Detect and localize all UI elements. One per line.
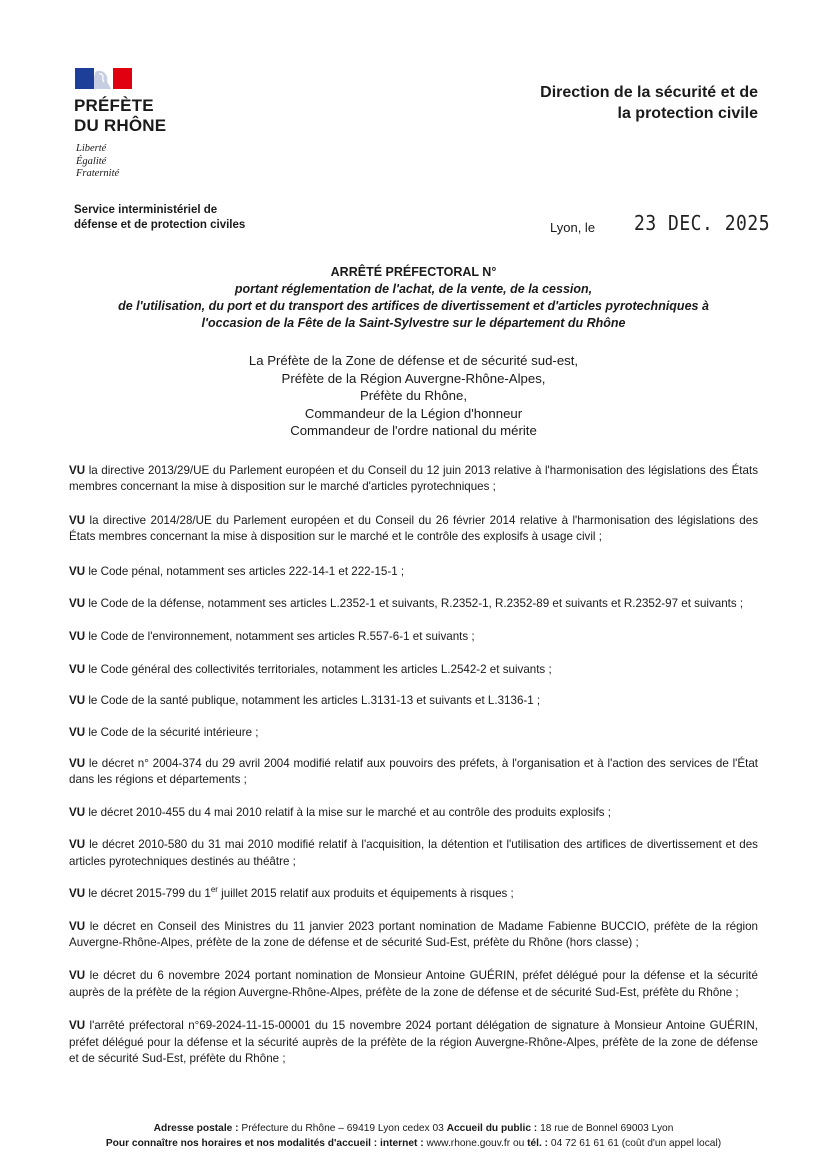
service-line-1: Service interministériel de	[74, 204, 218, 216]
vu-text: le Code de l'environnement, notamment ses articles R.557-6-1 et suivants ;	[88, 630, 475, 644]
footer-contact-line	[40, 1136, 787, 1151]
vu-clauses	[69, 463, 758, 1067]
issuing-service	[74, 203, 245, 233]
title-subject-line-1: portant réglementation de l'achat, de la vente, de la cession,	[234, 282, 593, 296]
vu-clause	[69, 629, 758, 645]
prefecture-line-2: DU RHÔNE	[74, 116, 167, 135]
direction-line-2: la protection civile	[617, 105, 758, 122]
authority-block	[50, 352, 777, 440]
public-reception-label: Accueil du public :	[446, 1123, 538, 1134]
vu-clause	[69, 968, 758, 1001]
service-line-2: défense et de protection civiles	[74, 219, 246, 231]
vu-clause	[69, 756, 758, 789]
motto-egalite: Égalité	[76, 155, 107, 167]
vu-text: le décret en Conseil des Ministres du 11 janvier 2023 portant nomination de Madame Fabienne BUCCIO, préfète de la région Auvergne-Rhône-Alpes, préfète de la zone de défense et de sécurité Sud-Est, préfète du Rhône (hors classe) ;	[69, 919, 758, 949]
vu-keyword: VU	[69, 513, 86, 527]
authority-line: Préfète du Rhône,	[359, 388, 468, 403]
public-reception-address: 18 rue de Bonnel 69003 Lyon	[540, 1123, 674, 1134]
vu-clause	[69, 1018, 758, 1067]
vu-text: le décret du 6 novembre 2024 portant nomination de Monsieur Antoine GUÉRIN, préfet délégué pour la défense et la sécurité auprès de la préfète de la région Auvergne-Rhône-Alpes, préfète de la zone de défense et de sécurité Sud-Est, préfète du Rhône ;	[69, 969, 758, 999]
vu-text: le décret 2010-455 du 4 mai 2010 relatif à la mise sur le marché et au contrôle des produits explosifs ;	[88, 805, 611, 819]
vu-text: le Code de la santé publique, notamment les articles L.3131-13 et suivants et L.3136-1 ;	[88, 694, 541, 708]
vu-keyword: VU	[69, 887, 86, 901]
vu-clause	[69, 725, 758, 741]
vu-text: le Code général des collectivités territoriales, notamment les articles L.2542-2 et suivants ;	[88, 662, 552, 676]
vu-text: la directive 2013/29/UE du Parlement européen et du Conseil du 12 juin 2013 relative à l'harmonisation des législations des États membres concernant la mise à disposition sur le marché d'articles pyrotechniques ;	[69, 464, 758, 494]
vu-text: le décret n° 2004-374 du 29 avril 2004 modifié relatif aux pouvoirs des préfets, à l'organisation et à l'action des services de l'État dans les régions et départements ;	[69, 757, 758, 787]
vu-keyword: VU	[69, 1019, 86, 1033]
motto-liberte: Liberté	[76, 143, 107, 154]
prefecture-name	[74, 96, 166, 136]
vu-text: le décret 2015-799 du 1	[88, 887, 211, 901]
vu-keyword: VU	[69, 757, 86, 771]
vu-clause	[69, 513, 758, 546]
postal-address: Préfecture du Rhône – 69419 Lyon cedex 03	[241, 1123, 444, 1134]
authority-line: Commandeur de la Légion d'honneur	[304, 405, 523, 421]
vu-clause	[69, 837, 758, 870]
footer-address-line	[40, 1121, 787, 1136]
vu-keyword: VU	[69, 597, 86, 611]
vu-text: la directive 2014/28/UE du Parlement européen et du Conseil du 26 février 2014 relative à l'harmonisation des législations des États membres concernant la mise à disposition sur le marché et le contrôle des explosifs à usage civil ;	[69, 513, 758, 544]
phone-label: tél. :	[527, 1138, 549, 1149]
vu-clause	[69, 919, 758, 952]
title-subject-line-2: de l'utilisation, du port et du transport des artifices de divertissement et d'articles pyrotechniques à	[118, 299, 709, 313]
page-footer	[40, 1121, 787, 1151]
vu-clause	[69, 463, 758, 496]
vu-keyword: VU	[69, 969, 86, 983]
vu-text: le Code pénal, notamment ses articles 222-14-1 et 222-15-1 ;	[88, 564, 405, 578]
vu-text: le décret 2010-580 du 31 mai 2010 modifié relatif à l'acquisition, la détention et l'utilisation des artifices de divertissement et des articles pyrotechniques destinés au théâtre ;	[69, 838, 758, 868]
vu-clause	[69, 693, 758, 709]
authority-line: La Préfète de la Zone de défense et de sécurité sud-est,	[248, 353, 579, 368]
vu-keyword: VU	[69, 694, 86, 708]
ordinal-superscript: er	[210, 885, 218, 895]
vu-keyword: VU	[69, 838, 86, 852]
vu-keyword: VU	[69, 564, 86, 578]
vu-text: le Code de la défense, notamment ses articles L.2352-1 et suivants, R.2352-1, R.2352-89 et suivants et R.2352-97 et suivants ;	[88, 597, 744, 611]
vu-clause	[69, 596, 758, 612]
vu-clause	[69, 662, 758, 678]
vu-keyword: VU	[69, 919, 86, 933]
title-subject-line-3: l'occasion de la Fête de la Saint-Sylvestre sur le département du Rhône	[201, 316, 626, 330]
authority-line: Commandeur de l'ordre national du mérite	[290, 423, 537, 438]
issuing-direction	[540, 82, 758, 124]
vu-text-continued: juillet 2015 relatif aux produits et équipements à risques ;	[217, 887, 514, 901]
vu-clause	[69, 886, 758, 902]
republic-motto	[76, 143, 119, 181]
date-stamp: 23 DEC. 2025	[634, 212, 771, 236]
vu-keyword: VU	[69, 805, 86, 819]
vu-text: le Code de la sécurité intérieure ;	[88, 725, 259, 739]
title-main: ARRÊTÉ PRÉFECTORAL N°	[330, 265, 497, 279]
vu-clause	[69, 805, 758, 821]
vu-keyword: VU	[69, 662, 86, 676]
prefecture-line-1: PRÉFÈTE	[74, 96, 154, 115]
authority-line: Préfète de la Région Auvergne-Rhône-Alpes,	[281, 370, 546, 386]
document-title	[50, 264, 777, 332]
marianne-flag-logo	[75, 68, 132, 89]
motto-fraternite: Fraternité	[76, 168, 120, 179]
or-word: ou	[512, 1138, 525, 1149]
website-link[interactable]: www.rhone.gouv.fr	[426, 1138, 511, 1149]
vu-keyword: VU	[69, 725, 86, 739]
phone-cost-note: (coût d'un appel local)	[621, 1138, 722, 1149]
phone-number: 04 72 61 61 61	[550, 1138, 619, 1149]
postal-address-label: Adresse postale :	[153, 1123, 239, 1134]
date-label: Lyon, le	[550, 220, 596, 235]
vu-text: l'arrêté préfectoral n°69-2024-11-15-00001 du 15 novembre 2024 portant délégation de signature à Monsieur Antoine GUÉRIN, préfet délégué pour la défense et la sécurité auprès de la préfète de la région Auvergne-Rhône-Alpes, préfète de la zone de défense et de sécurité Sud-Est, préfète du Rhône ;	[69, 1019, 758, 1065]
vu-keyword: VU	[69, 630, 86, 644]
direction-line-1: Direction de la sécurité et de	[540, 84, 758, 101]
vu-clause	[69, 564, 758, 580]
hours-label: Pour connaître nos horaires et nos modalités d'accueil : internet :	[105, 1138, 424, 1149]
vu-keyword: VU	[69, 464, 86, 477]
